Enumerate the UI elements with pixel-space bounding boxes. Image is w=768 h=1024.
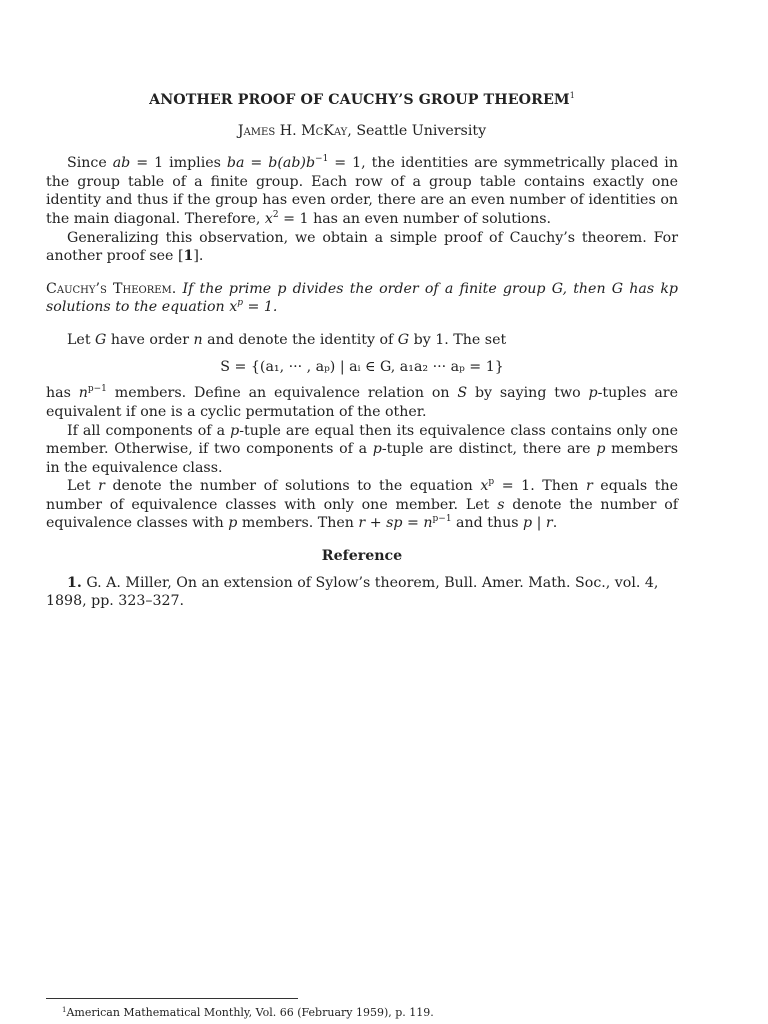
paragraph-components: If all components of a p-tuple are equal then its equivalence class contains only one member. Otherwise, if two components of a p-tuple are distinct, there are p members in the equivalence class. (46, 422, 679, 476)
footnote (62, 1003, 434, 1020)
paragraph-conclusion: Let r denote the number of solutions to the equation $x^p = 1$. Then r equals the number of equivalence classes with only one member. Let s denote the number of equivalence classes with p members. Then r + sp = $n^{p-1}$ and thus p | r. (46, 477, 678, 532)
theorem-text: If the prime p divides the order of a finite group G, then G has kp solutions to the equation $x^p = 1$. (46, 280, 678, 316)
reference-item (46, 574, 678, 611)
paper-body (46, 80, 678, 611)
footnote-mark: 1 (62, 1006, 67, 1014)
paper-title (46, 87, 678, 110)
reference-heading: Reference (321, 548, 403, 565)
title-text: ANOTHER PROOF OF CAUCHY’S GROUP THEOREM (149, 92, 570, 108)
title-footnote-mark: 1 (569, 91, 575, 100)
footnote-text: American Mathematical Monthly, Vol. 66 (February 1959), p. 119. (66, 1006, 434, 1019)
cauchy-theorem-statement (46, 280, 678, 317)
author-affiliation: , Seattle University (347, 122, 487, 139)
paragraph-identities: Since ab = 1 implies ba = $b(ab)b^{-1} = 1$, the identities are symmetrically placed in the group table of a finite group. Each row of a group table contains exactly one identity and thus if the group has even order, there are an even number of identities on the main diagonal. Therefore, $x^2 = 1$ has an even number of solutions. (46, 154, 678, 227)
paragraph-members: has $n^{p-1}$ members. Define an equivalence relation on S by saying two p-tuples are equivalent if one is a cyclic permutation of the other. (46, 384, 678, 420)
reference-number: 1. (67, 574, 82, 591)
author-name: James H. McKay (237, 122, 348, 139)
author-line (46, 122, 678, 141)
footnote-divider (46, 998, 298, 999)
citation-link[interactable]: 1 (183, 248, 194, 265)
paragraph-generalizing: Generalizing this observation, we obtain a simple proof of Cauchy’s theorem. For another proof see [1]. (46, 229, 678, 265)
paragraph-let-g: Let G have order n and denote the identity of G by 1. The set (67, 332, 507, 349)
theorem-name: Cauchy’s Theorem. (46, 280, 177, 297)
reference-text: G. A. Miller, On an extension of Sylow’s theorem, Bull. Amer. Math. Soc., vol. 4, 1898, pp. 323–327. (46, 574, 659, 610)
set-definition-equation: S = {(a₁, ··· , aₚ) | aᵢ ∈ G, a₁a₂ ··· aₚ = 1} (220, 358, 504, 375)
